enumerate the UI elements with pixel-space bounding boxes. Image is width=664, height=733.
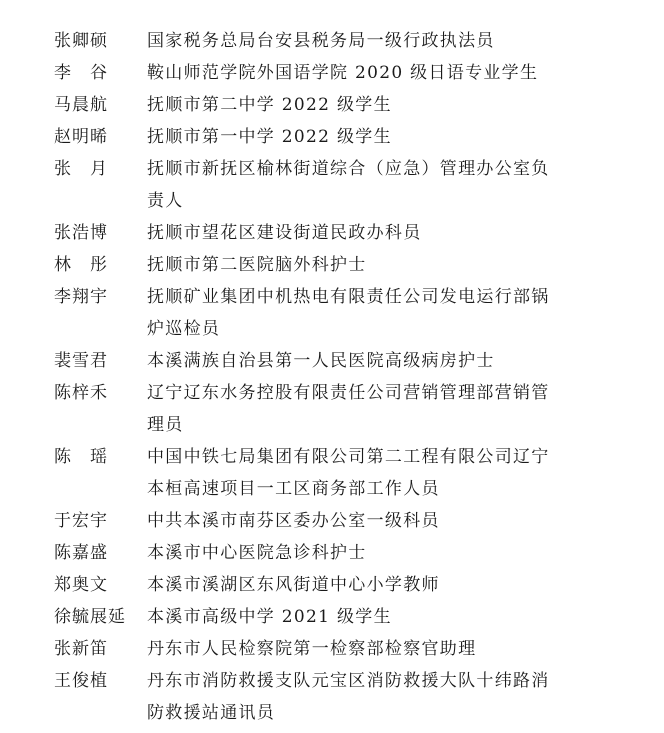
person-name: 陈嘉盛 xyxy=(54,543,108,563)
list-item xyxy=(0,345,664,377)
list-item xyxy=(0,377,664,441)
person-name: 张 月 xyxy=(54,159,108,179)
person-description: 中国中铁七局集团有限公司第二工程有限公司辽宁本桓高速项目一工区商务部工作人员 xyxy=(147,447,550,499)
person-description: 本溪市中心医院急诊科护士 xyxy=(147,543,367,563)
person-description: 抚顺市第二中学 2022 级学生 xyxy=(147,95,392,115)
person-name: 李翔宇 xyxy=(54,287,108,307)
person-description: 抚顺市第二医院脑外科护士 xyxy=(147,255,367,275)
list-item xyxy=(0,121,664,153)
person-description: 本溪市溪湖区东风街道中心小学教师 xyxy=(147,575,440,595)
list-item xyxy=(0,537,664,569)
person-description: 辽宁辽东水务控股有限责任公司营销管理部营销管理员 xyxy=(147,383,550,435)
list-item xyxy=(0,441,664,505)
list-item xyxy=(0,665,664,729)
person-description: 本溪市高级中学 2021 级学生 xyxy=(147,607,392,627)
list-item xyxy=(0,601,664,633)
person-name: 于宏宇 xyxy=(54,511,108,531)
person-name: 陈 瑶 xyxy=(54,447,108,467)
honoree-list xyxy=(0,25,664,729)
person-name: 马晨航 xyxy=(54,95,108,115)
person-name: 赵明晞 xyxy=(54,127,108,147)
person-name: 郑奥文 xyxy=(54,575,108,595)
person-name: 陈梓禾 xyxy=(54,383,108,403)
list-item xyxy=(0,505,664,537)
list-item xyxy=(0,153,664,217)
person-name: 李 谷 xyxy=(54,63,108,83)
list-item xyxy=(0,569,664,601)
list-item xyxy=(0,281,664,345)
person-name: 王俊植 xyxy=(54,671,108,691)
person-name: 林 彤 xyxy=(54,255,108,275)
person-description: 抚顺矿业集团中机热电有限责任公司发电运行部锅炉巡检员 xyxy=(147,287,550,339)
person-name: 徐毓展延 xyxy=(54,607,126,627)
person-name: 张浩博 xyxy=(54,223,108,243)
person-description: 抚顺市望花区建设街道民政办科员 xyxy=(147,223,422,243)
person-description: 国家税务总局台安县税务局一级行政执法员 xyxy=(147,31,495,51)
list-item xyxy=(0,57,664,89)
person-description: 本溪满族自治县第一人民医院高级病房护士 xyxy=(147,351,495,371)
person-name: 张卿硕 xyxy=(54,31,108,51)
person-description: 抚顺市新抚区榆林街道综合（应急）管理办公室负责人 xyxy=(147,159,550,211)
person-description: 中共本溪市南芬区委办公室一级科员 xyxy=(147,511,440,531)
person-description: 鞍山师范学院外国语学院 2020 级日语专业学生 xyxy=(147,63,539,83)
person-description: 丹东市人民检察院第一检察部检察官助理 xyxy=(147,639,477,659)
list-item xyxy=(0,217,664,249)
list-item xyxy=(0,89,664,121)
list-item xyxy=(0,249,664,281)
list-item xyxy=(0,25,664,57)
person-name: 裴雪君 xyxy=(54,351,108,371)
person-description: 丹东市消防救援支队元宝区消防救援大队十纬路消防救援站通讯员 xyxy=(147,671,550,723)
person-description: 抚顺市第一中学 2022 级学生 xyxy=(147,127,392,147)
list-item xyxy=(0,633,664,665)
person-name: 张新笛 xyxy=(54,639,108,659)
